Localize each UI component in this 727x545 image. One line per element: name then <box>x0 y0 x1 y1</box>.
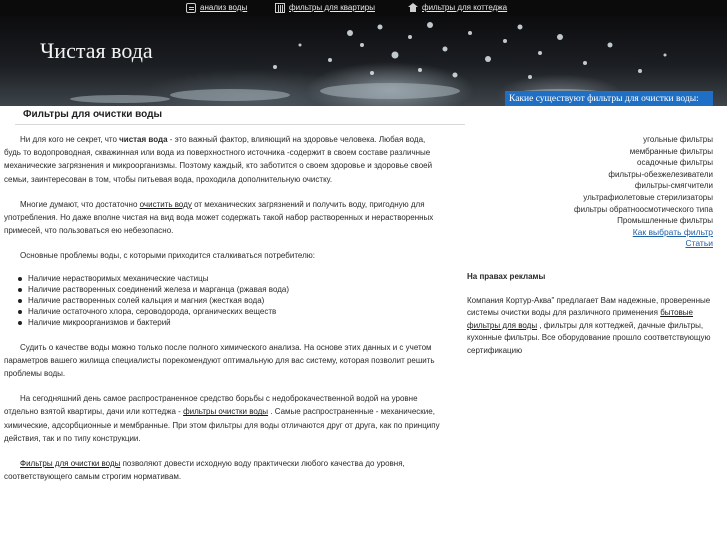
paragraph: Фильтры для очистки воды позволяют довести исходную воду практически любого качества до уровня, соответствующего самым строгим нормативам. <box>4 459 405 482</box>
nav-link-water-analysis[interactable] <box>186 2 247 13</box>
house-icon <box>408 3 418 13</box>
filter-types-header: Какие существуют фильтры для очистки воды: <box>505 91 713 106</box>
link-articles[interactable]: Статьи <box>685 238 713 249</box>
paragraph: Многие думают, что достаточно очистить воду от механических загрязнений и получить воду, пригодную для употребления. Но даже вполне чистая на вид вода может содержать такой набор растворенных и нерастворенных примесей, что пользоваться ею небезопасно. <box>4 199 434 236</box>
link-how-to-choose-filter[interactable]: Как выбрать фильтр <box>632 226 713 237</box>
page-title: Фильтры для очистки воды <box>23 109 163 120</box>
paragraph: Ни для кого не секрет, что чистая вода - это важный фактор, влияющий на здоровье человека. Любая вода, будь то водопроводная, скважинная или вода из поверхностного источника -содержит в своем составе различные механические загрязнения и микроорганизмы. Поэтому каждый, кто заботится о своем здоровье и здоровье своей семьи, заинтересован в том, чтобы питьевая вода, проходила дополнительную очистку. <box>4 135 433 184</box>
ad-title: На правах рекламы <box>467 272 546 281</box>
link-purification-filters[interactable]: Фильтры для очистки воды <box>20 459 121 469</box>
ad-text: Компания Кортур-Аква" предлагает Вам надежные, проверенные системы очистки воды для различного применения бытовые фильтры для воды , фильтры для коттеджей, дачные фильтры, кухонные фильтры. Все оборудование прошло соответствующую сертификацию <box>467 296 711 355</box>
analysis-icon <box>186 3 196 13</box>
list-item: Наличие растворенных соединений железа и марганца (ржавая вода) <box>16 284 444 295</box>
top-nav <box>0 0 727 15</box>
problems-list <box>16 273 444 328</box>
menu-item-membrane-filters[interactable]: мембранные фильтры <box>629 146 713 156</box>
menu-item-iron-removal-filters[interactable]: фильтры-обезжелезиватели <box>608 169 713 179</box>
apartment-icon <box>275 3 285 13</box>
link-purify-water[interactable]: очистить воду <box>139 199 192 209</box>
menu-item-sediment-filters[interactable]: осадочные фильтры <box>637 158 713 168</box>
menu-item-uv-sterilizers[interactable]: ультрафиолетовые стерилизаторы <box>583 192 713 202</box>
nav-link-label: анализ воды <box>200 3 248 12</box>
menu-item-reverse-osmosis-filters[interactable]: фильтры обратноосмотического типа <box>574 204 713 214</box>
bold-term: чистая вода <box>119 135 168 144</box>
menu-item-industrial-filters[interactable]: Промышленные фильтры <box>617 216 713 226</box>
list-item: Наличие растворенных солей кальция и магния (жесткая вода) <box>16 295 444 306</box>
main-article <box>4 133 444 495</box>
filter-types-menu <box>520 134 713 250</box>
list-item: Наличие остаточного хлора, сероводорода, органических веществ <box>16 306 444 317</box>
link-household-filters[interactable]: бытовые фильтры для воды <box>467 308 693 330</box>
header-banner <box>0 15 727 106</box>
link-water-filters[interactable]: фильтры очистки воды <box>183 407 269 417</box>
paragraph: На сегодняшний день самое распространенное средство борьбы с недоброкачественной водой на уровне отдельно взятой квартиры, дачи или коттеджа - фильтры очистки воды . Самые распространенные - механические, химические, адсорбционные и мембранные. При этом фильтры для воды отличаются друг от друга, как по принципу действия, так и по типу конструкции. <box>4 394 440 443</box>
ad-block <box>467 272 713 357</box>
menu-item-softener-filters[interactable]: фильтры-смягчители <box>634 181 713 191</box>
divider <box>15 124 465 125</box>
list-item: Наличие нерастворимых механические частицы <box>16 273 444 284</box>
menu-item-carbon-filters[interactable]: угольные фильтры <box>643 135 713 144</box>
site-title: Чистая вода <box>40 38 153 63</box>
paragraph: Основные проблемы воды, с которыми приходится сталкиваться потребителю: <box>20 251 315 261</box>
nav-link-apartment-filters[interactable] <box>275 2 375 13</box>
list-item: Наличие микроорганизмов и бактерий <box>16 317 444 328</box>
nav-link-label: фильтры для коттеджа <box>422 3 508 12</box>
nav-link-label: фильтры для квартиры <box>289 3 375 12</box>
paragraph: Судить о качестве воды можно только после полного химического анализа. На основе этих данных и с учетом параметров вашего жилища специалисты порекомендуют оптимальную для вас систему, которая позволит решить проблемы воды. <box>4 342 435 379</box>
nav-link-cottage-filters[interactable] <box>408 2 507 13</box>
